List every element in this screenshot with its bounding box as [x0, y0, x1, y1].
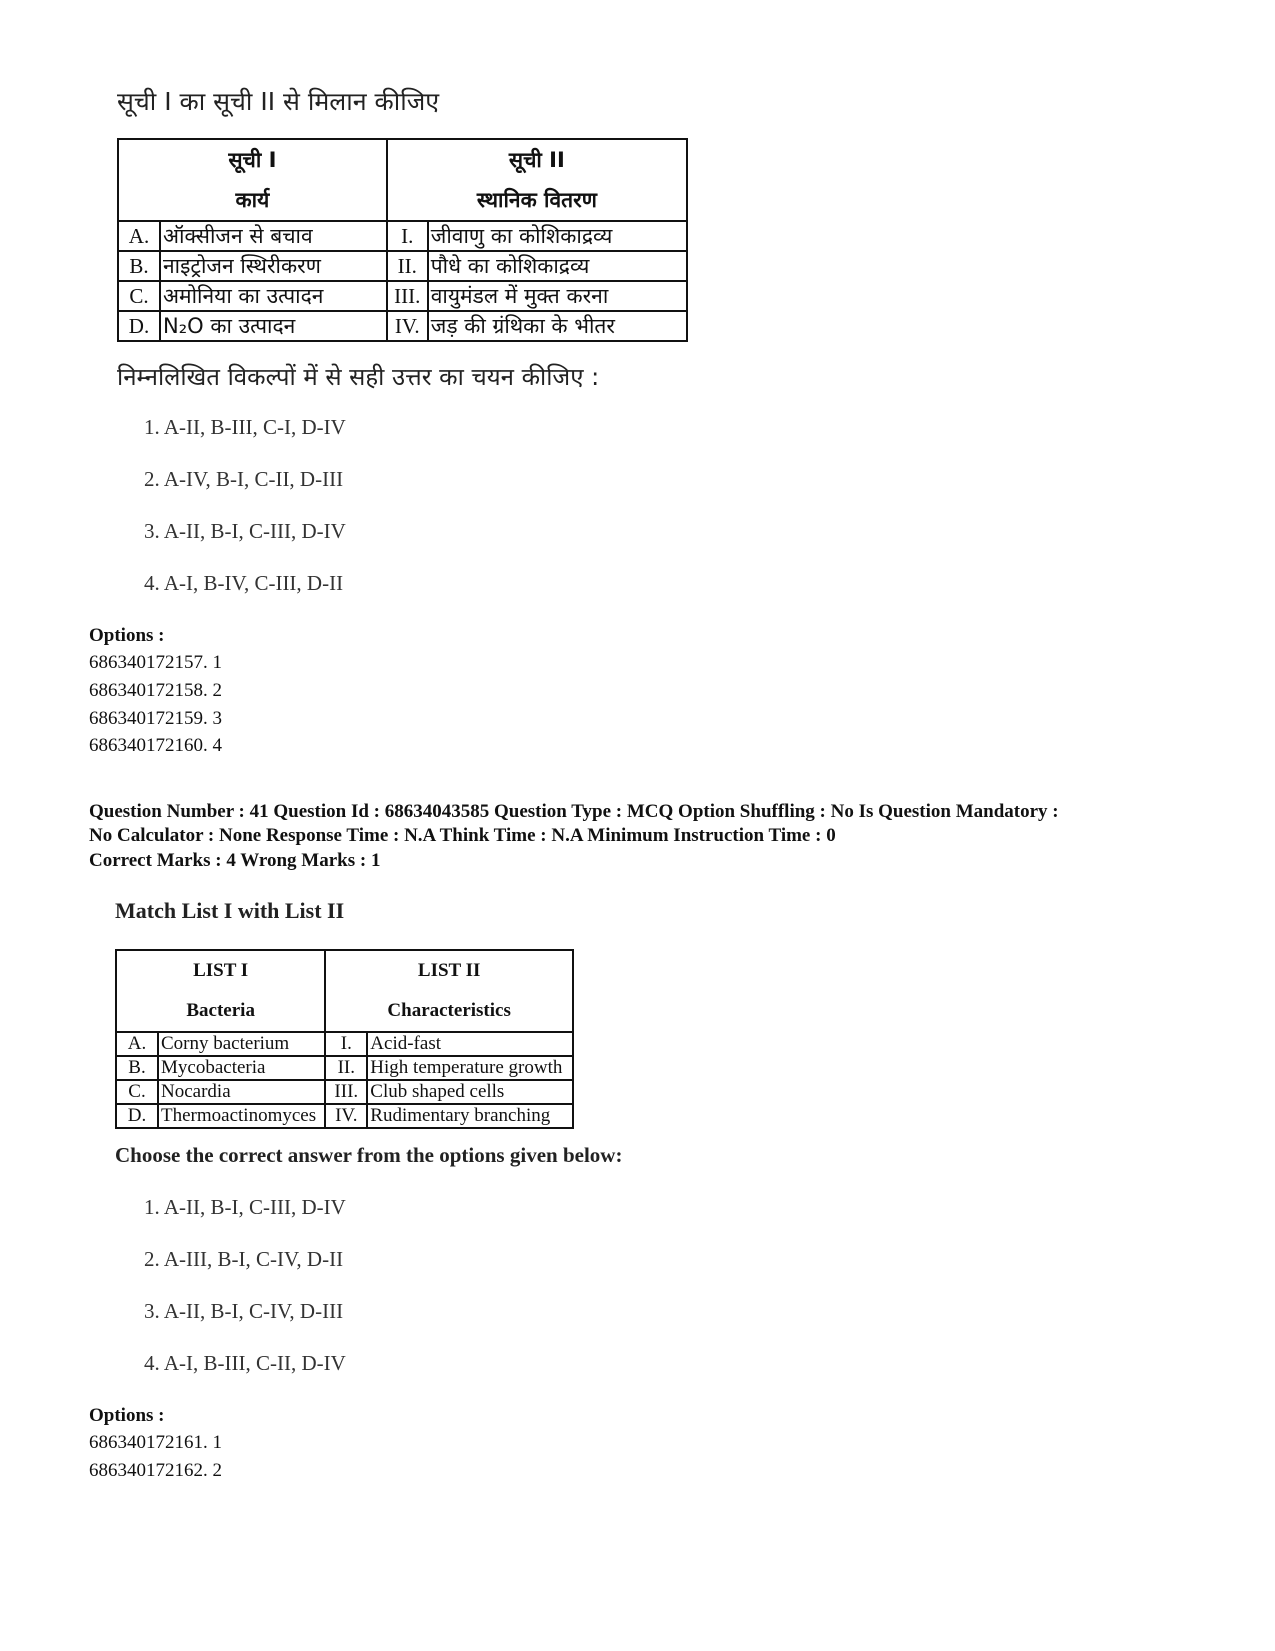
- table-row: [116, 1056, 573, 1080]
- row-key: A.: [116, 1032, 158, 1056]
- q2-choice-4: 4. A-I, B-III, C-II, D-IV: [144, 1351, 346, 1375]
- q2-list1-subtitle: Bacteria: [186, 1000, 255, 1021]
- q1-options-label: Options :: [89, 625, 165, 646]
- q2-meta-line-1: Question Number : 41 Question Id : 68634043585 Question Type : MCQ Option Shuffling : No Is Question Mandatory :: [89, 801, 1059, 822]
- q2-marks: Correct Marks : 4 Wrong Marks : 1: [89, 850, 381, 871]
- q2-choice-3: 3. A-II, B-I, C-IV, D-III: [144, 1299, 344, 1323]
- row-key: A.: [118, 221, 160, 251]
- q2-choice-2: 2. A-III, B-I, C-IV, D-II: [144, 1247, 344, 1271]
- row-rkey: III.: [325, 1080, 367, 1104]
- q2-list1-title: LIST I: [193, 960, 249, 981]
- q2-list1-header: [116, 950, 325, 1032]
- row-rkey: IV.: [325, 1104, 367, 1128]
- row-rkey: IV.: [387, 311, 428, 341]
- q1-list1-header: [118, 139, 387, 221]
- row-ritem: Rudimentary branching: [367, 1104, 573, 1128]
- row-key: D.: [118, 311, 160, 341]
- row-rkey: II.: [387, 251, 428, 281]
- table-row: [116, 1104, 573, 1128]
- row-ritem: जीवाणु का कोशिकाद्रव्य: [428, 221, 687, 251]
- row-key: C.: [116, 1080, 158, 1104]
- row-ritem: High temperature growth: [367, 1056, 573, 1080]
- q2-choice-1: 1. A-II, B-I, C-III, D-IV: [144, 1195, 346, 1219]
- row-ritem: पौधे का कोशिकाद्रव्य: [428, 251, 687, 281]
- q1-choice-1: 1. A-II, B-III, C-I, D-IV: [144, 415, 346, 439]
- q1-list1-subtitle: कार्य: [235, 188, 270, 212]
- q2-list2-title: LIST II: [417, 960, 481, 981]
- table-row: [116, 1080, 573, 1104]
- row-key: B.: [116, 1056, 158, 1080]
- q2-metadata: [89, 800, 1169, 848]
- row-item: N₂O का उत्पादन: [160, 311, 387, 341]
- table-row: [118, 251, 687, 281]
- row-item: Nocardia: [158, 1080, 325, 1104]
- q1-list2-subtitle: स्थानिक वितरण: [476, 188, 597, 212]
- q1-option-4: 686340172160. 4: [89, 735, 222, 756]
- q2-meta-line-2: No Calculator : None Response Time : N.A Think Time : N.A Minimum Instruction Time : 0: [89, 825, 836, 846]
- q1-choice-4: 4. A-I, B-IV, C-III, D-II: [144, 571, 344, 595]
- q1-list2-title: सूची II: [508, 148, 565, 172]
- q2-list2-header: [325, 950, 573, 1032]
- q1-list2-header: [387, 139, 687, 221]
- q2-choose-instruction: Choose the correct answer from the options given below:: [115, 1143, 623, 1167]
- q1-option-2: 686340172158. 2: [89, 680, 222, 701]
- row-item: अमोनिया का उत्पादन: [160, 281, 387, 311]
- row-ritem: वायुमंडल में मुक्त करना: [428, 281, 687, 311]
- q1-choose-instruction: निम्नलिखित विकल्पों में से सही उत्तर का चयन कीजिए :: [117, 363, 600, 391]
- row-item: Corny bacterium: [158, 1032, 325, 1056]
- q1-option-1: 686340172157. 1: [89, 652, 222, 673]
- table-row: [116, 1032, 573, 1056]
- row-rkey: II.: [325, 1056, 367, 1080]
- row-item: Mycobacteria: [158, 1056, 325, 1080]
- row-rkey: I.: [387, 221, 428, 251]
- q2-option-2: 686340172162. 2: [89, 1460, 222, 1481]
- q2-match-table: [115, 949, 574, 1129]
- table-row: [118, 221, 687, 251]
- q1-instruction: सूची I का सूची II से मिलान कीजिए: [117, 87, 440, 116]
- q2-option-1: 686340172161. 1: [89, 1432, 222, 1453]
- row-rkey: I.: [325, 1032, 367, 1056]
- q2-list2-subtitle: Characteristics: [387, 1000, 511, 1021]
- row-key: D.: [116, 1104, 158, 1128]
- row-item: Thermoactinomyces: [158, 1104, 325, 1128]
- q2-options-label: Options :: [89, 1405, 165, 1426]
- row-ritem: Club shaped cells: [367, 1080, 573, 1104]
- row-item: नाइट्रोजन स्थिरीकरण: [160, 251, 387, 281]
- table-row: [118, 311, 687, 341]
- q1-list1-title: सूची I: [228, 148, 277, 172]
- q1-option-3: 686340172159. 3: [89, 708, 222, 729]
- q1-choice-2: 2. A-IV, B-I, C-II, D-III: [144, 467, 344, 491]
- row-key: B.: [118, 251, 160, 281]
- q2-instruction: Match List I with List II: [115, 898, 345, 923]
- row-key: C.: [118, 281, 160, 311]
- table-row: [118, 281, 687, 311]
- row-rkey: III.: [387, 281, 428, 311]
- row-item: ऑक्सीजन से बचाव: [160, 221, 387, 251]
- q1-match-table: [117, 138, 688, 342]
- q1-choice-3: 3. A-II, B-I, C-III, D-IV: [144, 519, 346, 543]
- row-ritem: जड़ की ग्रंथिका के भीतर: [428, 311, 687, 341]
- row-ritem: Acid-fast: [367, 1032, 573, 1056]
